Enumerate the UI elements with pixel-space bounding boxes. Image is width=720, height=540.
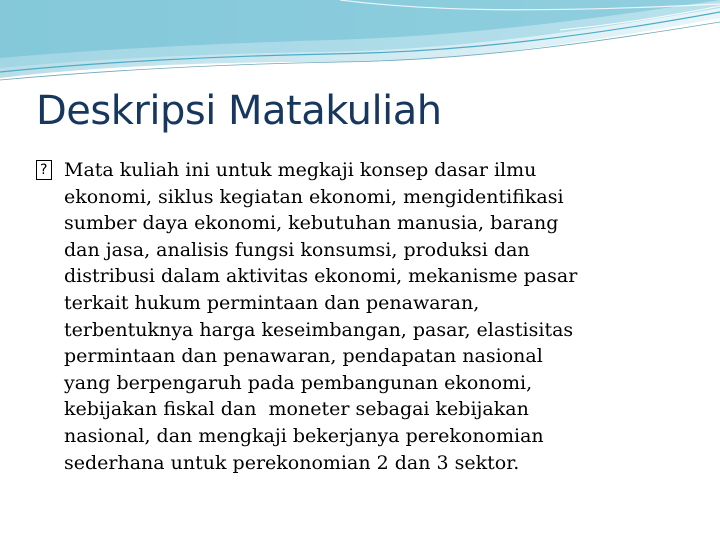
body-line: ekonomi, siklus kegiatan ekonomi, mengidentifikasi xyxy=(64,185,564,208)
bullet-missing-glyph-icon xyxy=(36,157,55,183)
body-paragraph xyxy=(36,157,676,476)
body-text xyxy=(36,157,676,476)
body-line: sumber daya ekonomi, kebutuhan manusia, barang xyxy=(64,212,559,235)
body-line: distribusi dalam aktivitas ekonomi, mekanisme pasar xyxy=(64,265,578,288)
body-line: nasional, dan mengkaji bekerjanya perekonomian xyxy=(64,424,544,447)
body-line: yang berpengaruh pada pembangunan ekonomi, xyxy=(64,371,533,394)
body-line: terkait hukum permintaan dan penawaran, xyxy=(64,291,480,314)
body-line: Mata kuliah ini untuk megkaji konsep dasar ilmu xyxy=(64,159,537,181)
body-line: dan jasa, analisis fungsi konsumsi, produksi dan xyxy=(64,238,530,261)
body-line: kebijakan fiskal dan moneter sebagai kebijakan xyxy=(64,398,529,421)
slide-title: Deskripsi Matakuliah xyxy=(36,88,442,134)
body-line: permintaan dan penawaran, pendapatan nasional xyxy=(64,345,543,368)
body-line: sederhana untuk perekonomian 2 dan 3 sektor. xyxy=(64,451,520,474)
header-wave-decoration xyxy=(0,0,720,90)
body-line: terbentuknya harga keseimbangan, pasar, elastisitas xyxy=(64,318,574,341)
